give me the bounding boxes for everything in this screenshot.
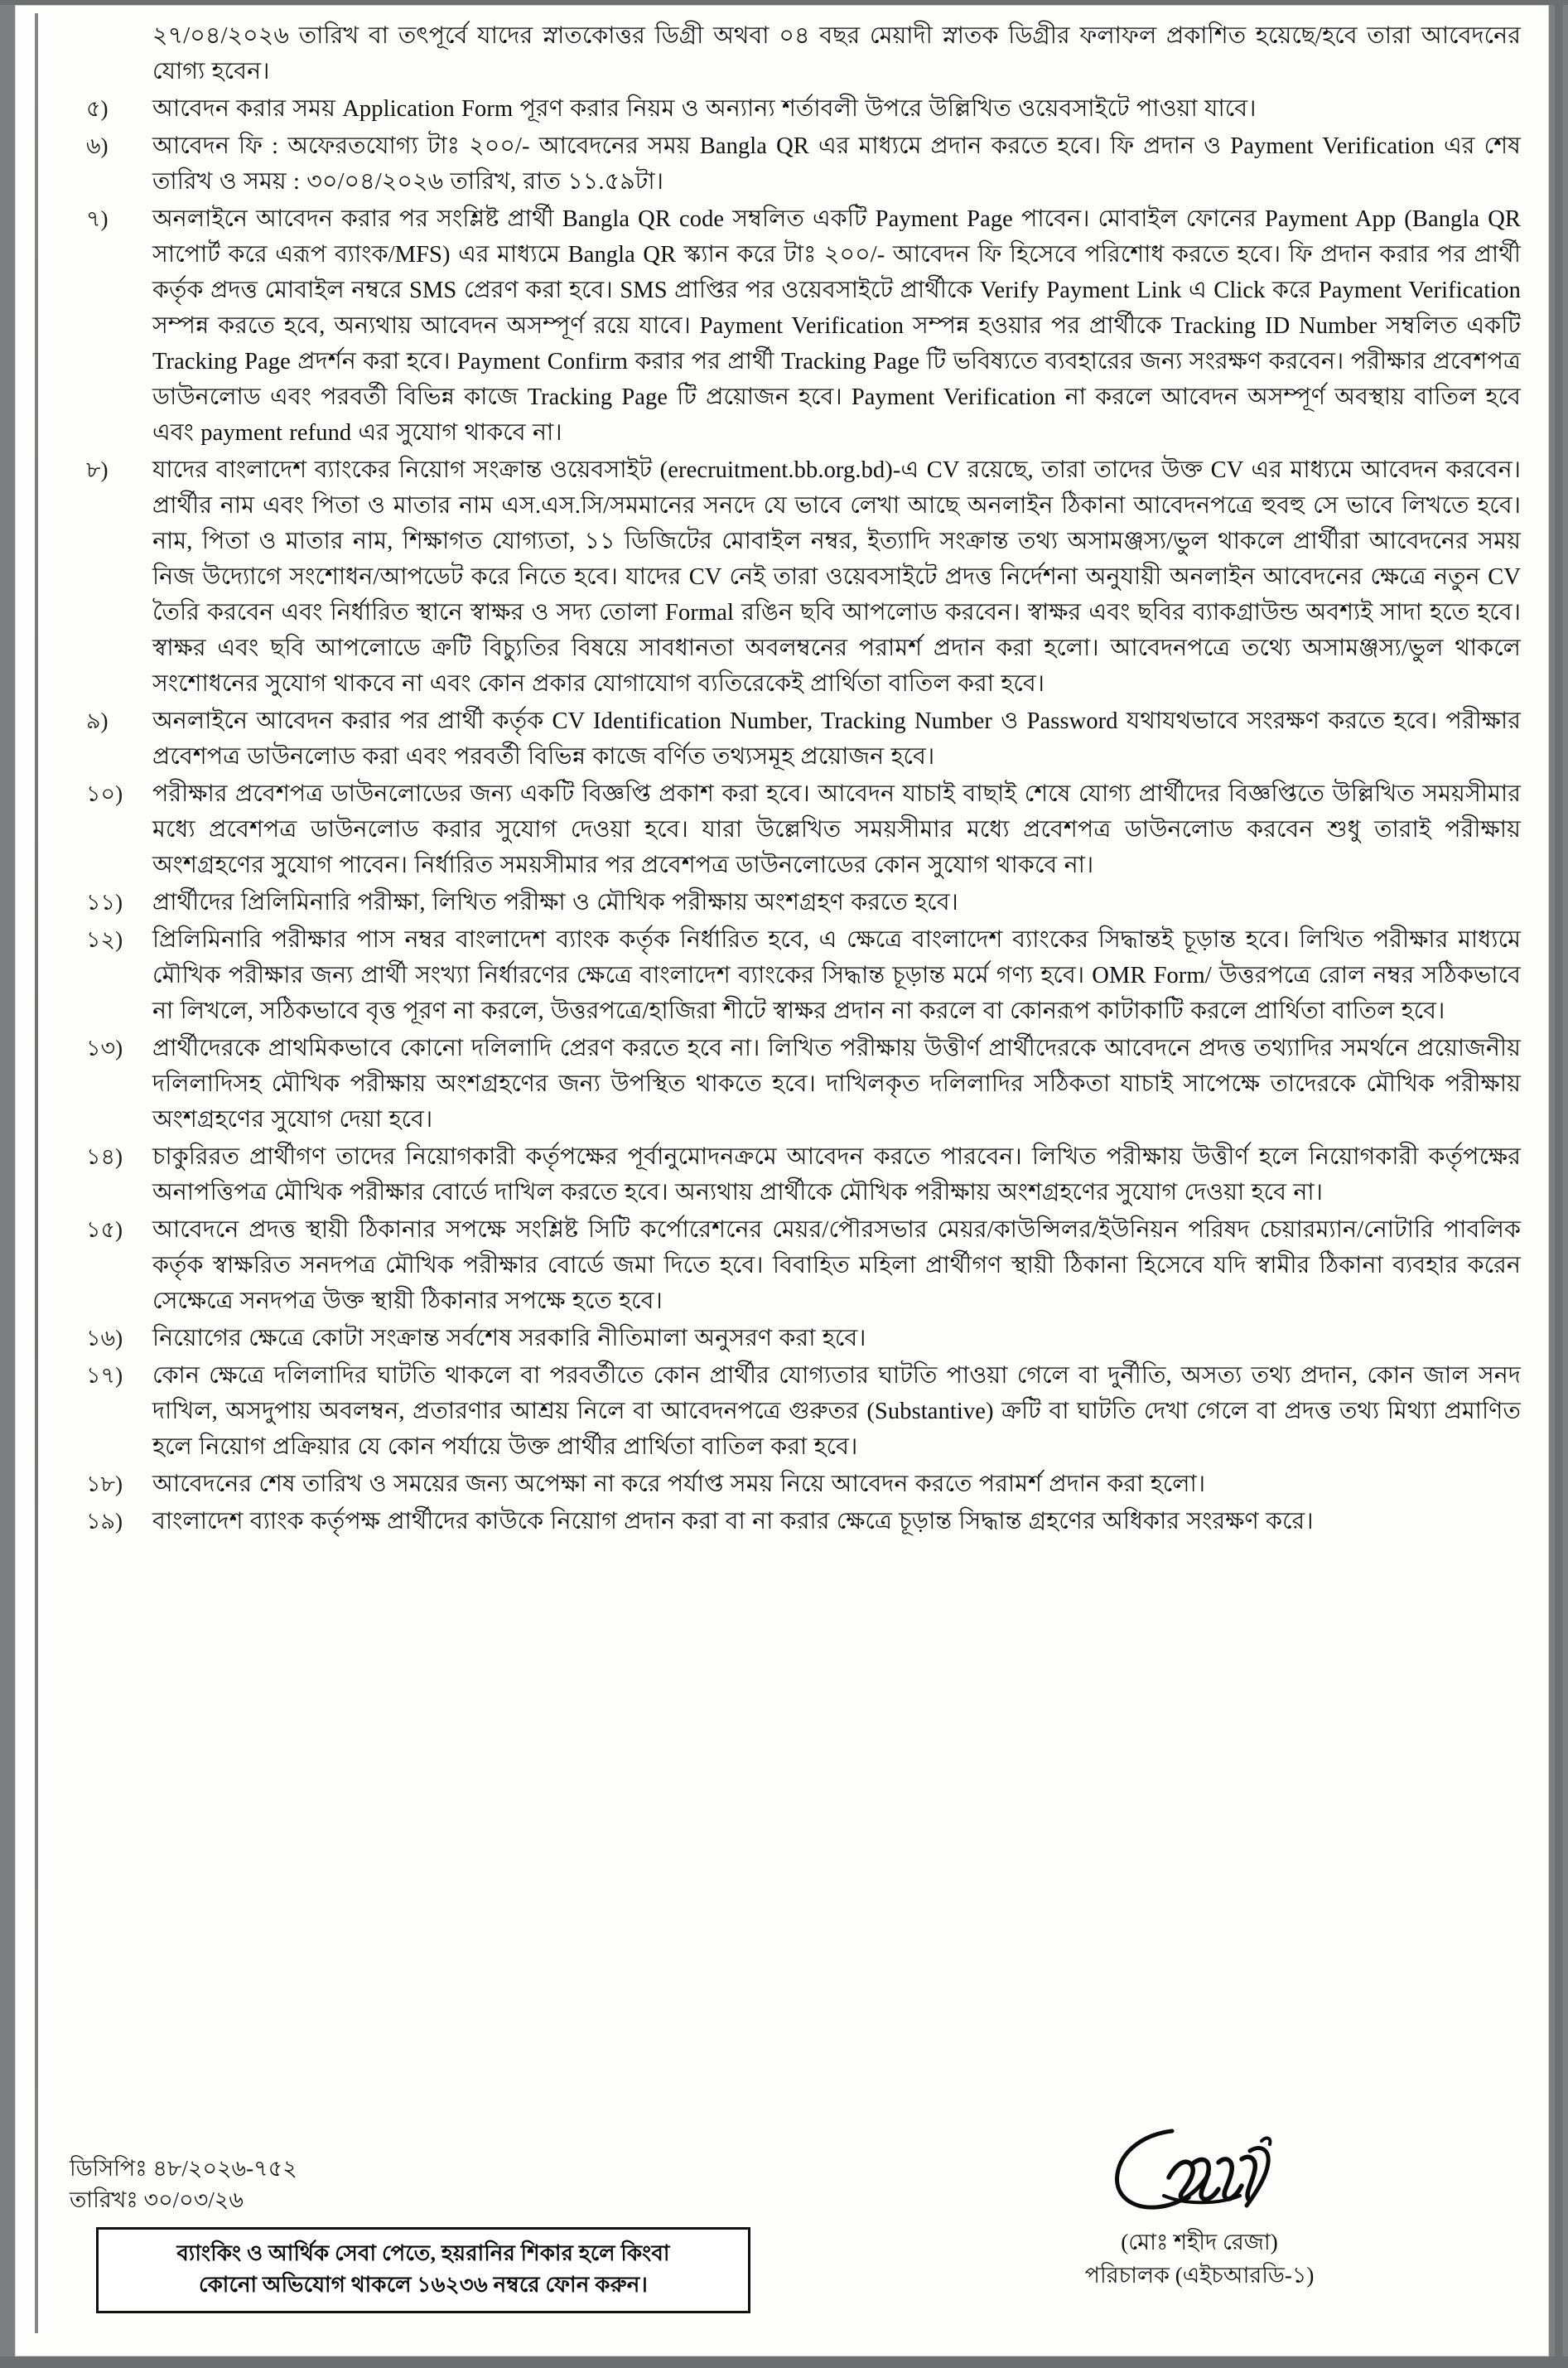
complaint-notice-box: [96, 2227, 750, 2313]
clause-number: ৮): [86, 457, 109, 482]
clause-text: আবেদনে প্রদত্ত স্থায়ী ঠিকানার সপক্ষে সংশ্লিষ্ট সিটি কর্পোরেশনের মেয়র/পৌরসভার মেয়র/কাউন্সিলর/ইউনিয়ন পরিষদ চেয়ারম্যান/নোটারি পাবলিক কর্তৃক স্বাক্ষরিত সনদপত্র মৌখিক পরীক্ষার বোর্ডে জমা দিতে হবে। বিবাহিত মহিলা প্রার্থীগণ স্থায়ী ঠিকানা হিসেবে যদি স্বামীর ঠিকানা ব্যবহার করেন সেক্ষেত্রে সনদপত্র উক্ত স্থায়ী ঠিকানার সপক্ষে হতে হবে।: [152, 1217, 1521, 1314]
numbered-clause: [63, 91, 1521, 127]
notice-line-1: ব্যাংকিং ও আর্থিক সেবা পেতে, হয়রানির শিকার হলে কিংবা: [176, 2241, 670, 2265]
clause-number: ১০): [86, 781, 123, 806]
document-body: [63, 18, 1521, 1541]
numbered-clause: [63, 1031, 1521, 1138]
clause-text: আবেদন করার সময় Application Form পূরণ করার নিয়ম ও অন্যান্য শর্তাবলী উপরে উল্লিখিত ওয়েবসাইটে পাওয়া যাবে।: [152, 96, 1257, 122]
clause-number: ১৪): [86, 1144, 123, 1169]
clause-text: আবেদনের শেষ তারিখ ও সময়ের জন্য অপেক্ষা না করে পর্যাপ্ত সময় নিয়ে আবেদন করতে পরামর্শ প্রদান করা হলো।: [152, 1472, 1206, 1497]
clause-text: প্রিলিমিনারি পরীক্ষার পাস নম্বর বাংলাদেশ ব্যাংক কর্তৃক নির্ধারিত হবে, এ ক্ষেত্রে বাংলাদেশ ব্যাংকের সিদ্ধান্তই চূড়ান্ত হবে। লিখিত পরীক্ষার মাধ্যমে মৌখিক পরীক্ষার জন্য প্রার্থী সংখ্যা নির্ধারণের ক্ষেত্রে বাংলাদেশ ব্যাংকের সিদ্ধান্ত চূড়ান্ত মর্মে গণ্য হবে। OMR Form/ উত্তরপত্রে রোল নম্বর সঠিকভাবে না লিখলে, সঠিকভাবে বৃত্ত পূরণ না করলে, উত্তরপত্রে/হাজিরা শীটে স্বাক্ষর প্রদান না করলে বা কোনরূপ কাটাকাটি করলে প্রার্থিতা বাতিল হবে।: [152, 927, 1521, 1024]
numbered-clause: [63, 776, 1521, 883]
signatory-name: (মোঃ শহীদ রেজা): [1121, 2230, 1278, 2254]
clause-number: ১৭): [86, 1363, 123, 1388]
numbered-clause: [63, 128, 1521, 200]
clause-number: ১৬): [86, 1326, 123, 1351]
clause-text: আবেদন ফি : অফেরতযোগ্য টাঃ ২০০/- আবেদনের সময় Bangla QR এর মাধ্যমে প্রদান করতে হবে। ফি প্রদান ও Payment Verification এর শেষ তারিখ ও সময় : ৩০/০৪/২০২৬ তারিখ, রাত ১১.৫৯টা।: [152, 133, 1521, 195]
numbered-clause: [63, 1467, 1521, 1502]
issue-date: তারিখঃ ৩০/০৩/২৬: [70, 2187, 244, 2212]
clause-number: ১৩): [86, 1036, 123, 1061]
numbered-clause: [63, 1504, 1521, 1539]
numbered-clause: [63, 922, 1521, 1029]
numbered-clause: [63, 1321, 1521, 1356]
numbered-clause: [63, 201, 1521, 451]
numbered-clause: [63, 452, 1521, 702]
numbered-clause: [63, 1139, 1521, 1211]
signatory-title: পরিচালক (এইচআরডি-১): [1084, 2263, 1315, 2288]
clause-number: ১৯): [86, 1509, 123, 1534]
notice-line-2: কোনো অভিযোগ থাকলে ১৬২৩৬ নম্বরে ফোন করুন।: [199, 2273, 648, 2297]
clause-number: ৯): [86, 708, 109, 733]
numbered-clause: [63, 1358, 1521, 1465]
continuation-paragraph: [63, 18, 1521, 89]
footer-zone: [63, 2153, 1521, 2360]
clause-text: প্রার্থীদের প্রিলিমিনারি পরীক্ষা, লিখিত পরীক্ষা ও মৌখিক পরীক্ষায় অংশগ্রহণ করতে হবে।: [152, 890, 958, 916]
clause-text: বাংলাদেশ ব্যাংক কর্তৃপক্ষ প্রার্থীদের কাউকে নিয়োগ প্রদান করা বা না করার ক্ষেত্রে চূড়ান্ত সিদ্ধান্ত গ্রহণের অধিকার সংরক্ষণ করে।: [152, 1509, 1314, 1534]
clause-number: ৬): [86, 133, 109, 158]
scan-right-edge: [1555, 0, 1563, 2368]
clause-text: চাকুরিরত প্রার্থীগণ তাদের নিয়োগকারী কর্তৃপক্ষের পূর্বানুমোদনক্রমে আবেদন করতে পারবেন। লিখিত পরীক্ষায় উত্তীর্ণ হলে নিয়োগকারী কর্তৃপক্ষের অনাপত্তিপত্র মৌখিক পরীক্ষার বোর্ডে দাখিল করতে হবে। অন্যথায় প্রার্থীকে মৌখিক পরীক্ষায় অংশগ্রহণের সুযোগ দেওয়া হবে না।: [152, 1144, 1521, 1206]
numbered-clause: [63, 703, 1521, 775]
clause-text: ২৭/০৪/২০২৬ তারিখ বা তৎপূর্বে যাদের স্নাতকোত্তর ডিগ্রী অথবা ০৪ বছর মেয়াদী স্নাতক ডিগ্রীর ফলাফল প্রকাশিত হয়েছে/হবে তারা আবেদনের যোগ্য হবেন।: [152, 23, 1521, 85]
clause-number: ১৫): [86, 1217, 123, 1242]
document-page: [15, 5, 1549, 2356]
clause-number: ৭): [86, 206, 109, 231]
clause-number: ১৮): [86, 1472, 123, 1496]
clause-text: নিয়োগের ক্ষেত্রে কোটা সংক্রান্ত সর্বশেষ সরকারি নীতিমালা অনুসরণ করা হবে।: [152, 1326, 866, 1351]
clause-number: ১২): [86, 927, 123, 952]
numbered-clause: [63, 1212, 1521, 1319]
clause-number: ৫): [86, 96, 109, 121]
clause-text: পরীক্ষার প্রবেশপত্র ডাউনলোডের জন্য একটি বিজ্ঞপ্তি প্রকাশ করা হবে। আবেদন যাচাই বাছাই শেষে যোগ্য প্রার্থীদের বিজ্ঞপ্তিতে উল্লিখিত সময়সীমার মধ্যে প্রবেশপত্র ডাউনলোড করার সুযোগ দেওয়া হবে। যারা উল্লেখিত সময়সীমার মধ্যে প্রবেশপত্র ডাউনলোড করবেন শুধু তারাই পরীক্ষায় অংশগ্রহণের সুযোগ পাবেন। নির্ধারিত সময়সীমার পর প্রবেশপত্র ডাউনলোডের কোন সুযোগ থাকবে না।: [152, 781, 1521, 878]
clause-number: ১১): [86, 890, 123, 915]
numbered-clause: [63, 885, 1521, 921]
left-margin-rule: [35, 13, 38, 2333]
clause-text: অনলাইনে আবেদন করার পর সংশ্লিষ্ট প্রার্থী Bangla QR code সম্বলিত একটি Payment Page পাবেন। মোবাইল ফোনের Payment App (Bangla QR সাপোর্ট করে এরূপ ব্যাংক/MFS) এর মাধ্যমে Bangla QR স্ক্যান করে টাঃ ২০০/- আবেদন ফি হিসেবে পরিশোধ করতে হবে। ফি প্রদান করার পর প্রার্থী কর্তৃক প্রদত্ত মোবাইল নম্বরে SMS প্রেরণ করা হবে। SMS প্রাপ্তির পর ওয়েবসাইটে প্রার্থীকে Verify Payment Link এ Click করে Payment Verification সম্পন্ন করতে হবে, অন্যথায় আবেদন অসম্পূর্ণ রয়ে যাবে। Payment Verification সম্পন্ন হওয়ার পর প্রার্থীকে Tracking ID Number সম্বলিত একটি Tracking Page প্রদর্শন করা হবে। Payment Confirm করার পর প্রার্থী Tracking Page টি ভবিষ্যতে ব্যবহারের জন্য সংরক্ষণ করবেন। পরীক্ষার প্রবেশপত্র ডাউনলোড এবং পরবর্তী বিভিন্ন কাজে Tracking Page টি প্রয়োজন হবে। Payment Verification না করলে আবেদন অসম্পূর্ণ অবস্থায় বাতিল হবে এবং payment refund এর সুযোগ থাকবে না।: [152, 206, 1521, 446]
clause-text: যাদের বাংলাদেশ ব্যাংকের নিয়োগ সংক্রান্ত ওয়েবসাইট (erecruitment.bb.org.bd)-এ CV রয়েছে, তারা তাদের উক্ত CV এর মাধ্যমে আবেদন করবেন। প্রার্থীর নাম এবং পিতা ও মাতার নাম এস.এস.সি/সমমানের সনদে যে ভাবে লেখা আছে অনলাইন ঠিকানা আবেদনপত্রে হুবহু সে ভাবে লিখতে হবে। নাম, পিতা ও মাতার নাম, শিক্ষাগত যোগ্যতা, ১১ ডিজিটের মোবাইল নম্বর, ইত্যাদি সংক্রান্ত তথ্য অসামঞ্জস্য/ভুল থাকলে প্রার্থীরা আবেদনের সময় নিজ উদ্যোগে সংশোধন/আপডেট করে নিতে হবে। যাদের CV নেই তারা ওয়েবসাইটে প্রদত্ত নির্দেশনা অনুযায়ী অনলাইন আবেদনের ক্ষেত্রে নতুন CV তৈরি করবেন এবং নির্ধারিত স্থানে স্বাক্ষর ও সদ্য তোলা Formal রঙিন ছবি আপলোড করবেন। স্বাক্ষর এবং ছবির ব্যাকগ্রাউন্ড অবশ্যই সাদা হতে হবে। স্বাক্ষর এবং ছবি আপলোডে ক্রটি বিচ্যুতির বিষয়ে সাবধানতা অবলম্বনের পরামর্শ প্রদান করা হলো। আবেদনপত্রে তথ্যে অসামঞ্জস্য/ভুল থাকলে সংশোধনের সুযোগ থাকবে না এবং কোন প্রকার যোগাযোগ ব্যতিরেকেই প্রার্থিতা বাতিল করা হবে।: [152, 457, 1521, 697]
clause-text: কোন ক্ষেত্রে দলিলাদির ঘাটতি থাকলে বা পরবর্তীতে কোন প্রার্থীর যোগ্যতার ঘাটতি পাওয়া গেলে বা দুর্নীতি, অসত্য তথ্য প্রদান, কোন জাল সনদ দাখিল, অসদুপায় অবলম্বন, প্রতারণার আশ্রয় নিলে বা আবেদনপত্রে গুরুতর (Substantive) ক্রটি বা ঘাটতি দেখা গেলে বা প্রদত্ত তথ্য মিথ্যা প্রমাণিত হলে নিয়োগ প্রক্রিয়ার যে কোন পর্যায়ে উক্ত প্রার্থীর প্রার্থিতা বাতিল করা হবে।: [152, 1363, 1521, 1460]
clause-text: অনলাইনে আবেদন করার পর প্রার্থী কর্তৃক CV Identification Number, Tracking Number ও Password যথাযথভাবে সংরক্ষণ করতে হবে। পরীক্ষার প্রবেশপত্র ডাউনলোড করা এবং পরবর্তী বিভিন্ন কাজে বর্ণিত তথ্যসমূহ প্রয়োজন হবে।: [152, 708, 1521, 770]
clause-text: প্রার্থীদেরকে প্রাথমিকভাবে কোনো দলিলাদি প্রেরণ করতে হবে না। লিখিত পরীক্ষায় উত্তীর্ণ প্রার্থীদেরকে আবেদনে প্রদত্ত তথ্যাদির সমর্থনে প্রয়োজনীয় দলিলাদিসহ মৌখিক পরীক্ষায় অংশগ্রহণের জন্য উপস্থিত থাকতে হবে। দাখিলকৃত দলিলাদির সঠিকতা যাচাই সাপেক্ষে তাদেরকে মৌখিক পরীক্ষায় অংশগ্রহণের সুযোগ দেয়া হবে।: [152, 1036, 1521, 1133]
reference-number: ডিসিপিঃ ৪৮/২০২৬-৭৫২: [70, 2156, 297, 2181]
